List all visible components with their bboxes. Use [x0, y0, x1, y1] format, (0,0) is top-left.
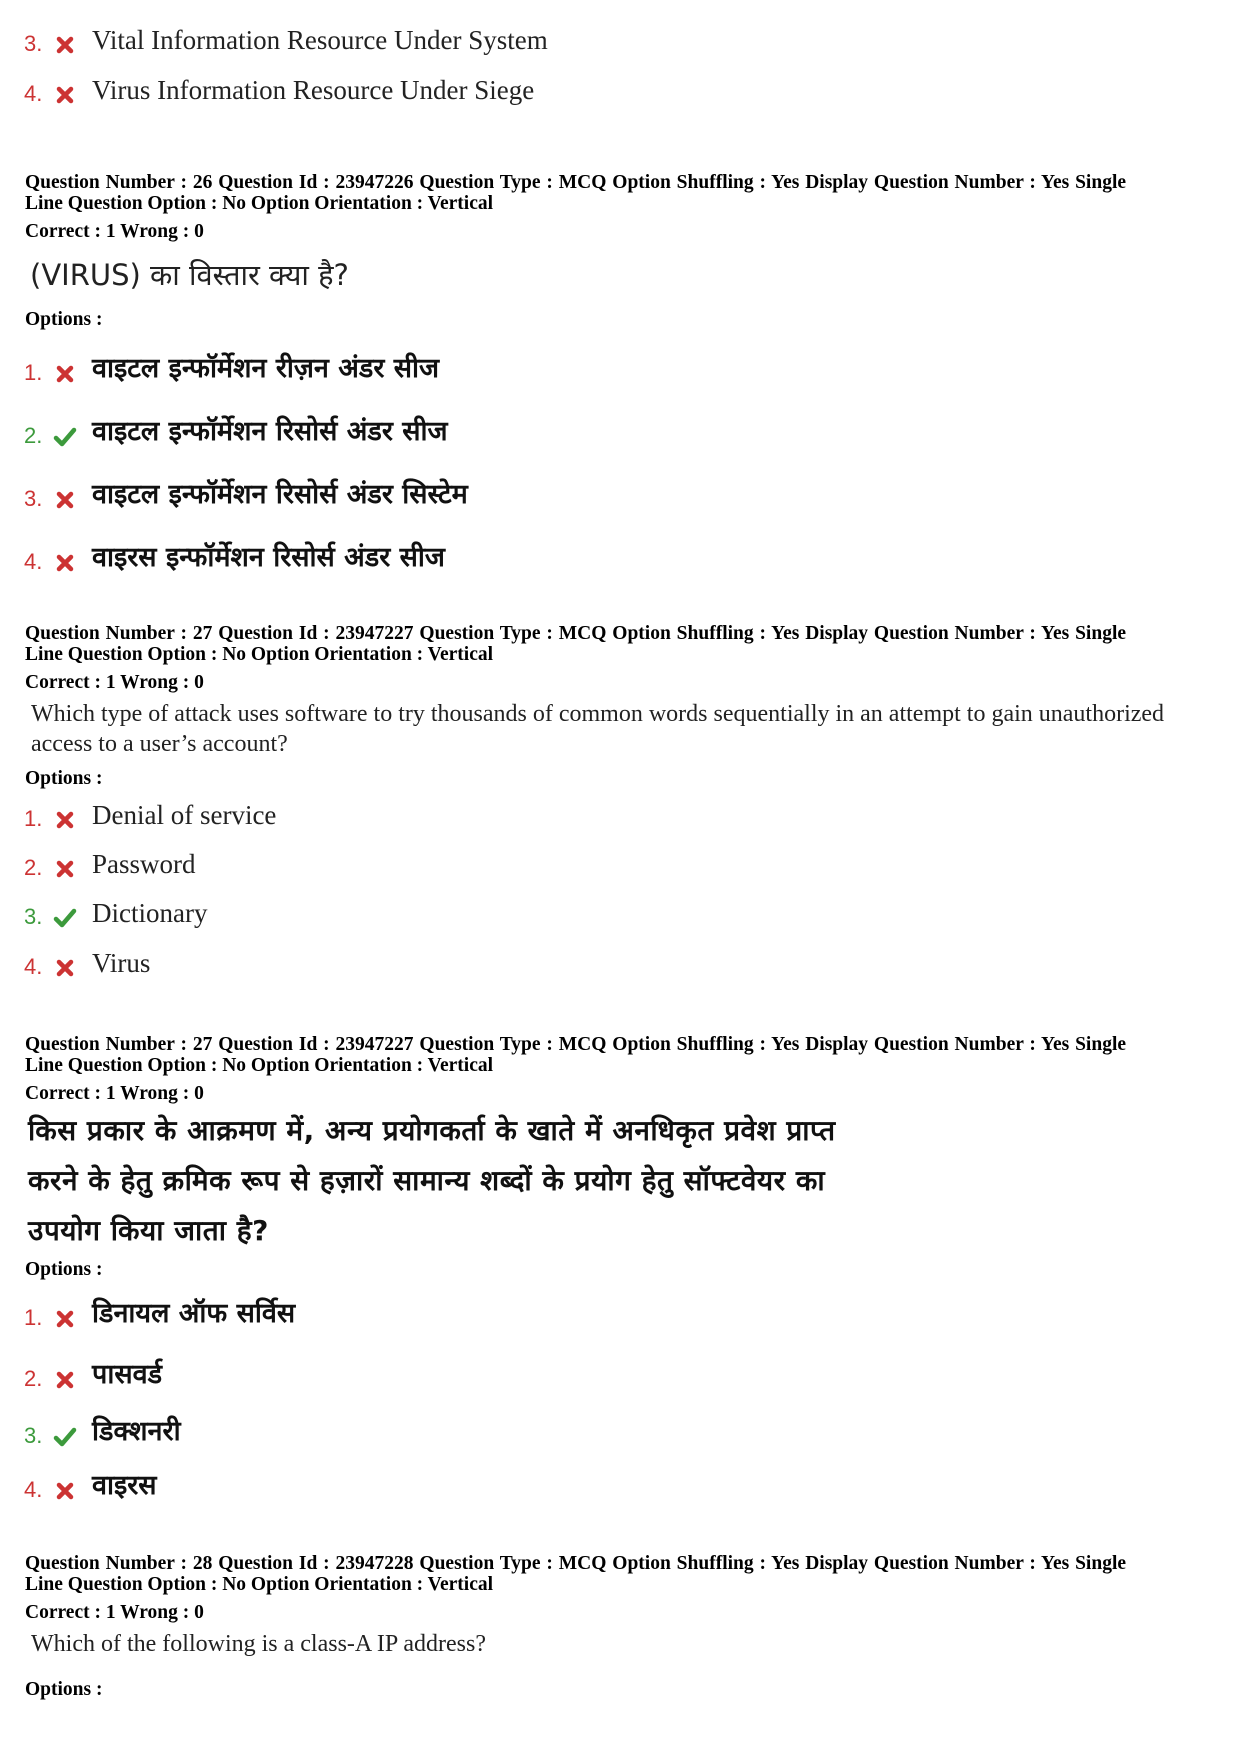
option-text: पासवर्ड [92, 1359, 163, 1390]
option-text: वाइरस [92, 1470, 157, 1501]
correct-check-icon [53, 425, 77, 449]
options-label: Options : [25, 1259, 103, 1280]
wrong-cross-icon [53, 1368, 77, 1392]
question-meta [25, 623, 1215, 665]
option-row [24, 944, 1124, 984]
correct-check-icon [53, 1425, 77, 1449]
question-text-line: करने के हेतु क्रमिक रूप से हज़ारों सामान्य शब्दों के प्रयोग हेतु सॉफ्टवेयर का [28, 1164, 826, 1197]
option-text: वाइरस इन्फॉर्मेशन रिसोर्स अंडर सीज [92, 542, 445, 573]
option-row [24, 894, 1124, 934]
wrong-cross-icon [53, 83, 77, 107]
question-text-line: किस प्रकार के आक्रमण में, अन्य प्रयोगकर्ता के खाते में अनधिकृत प्रवेश प्राप्त [28, 1114, 836, 1147]
option-number: 1. [24, 806, 43, 831]
question-meta-line: Question Number : 27 Question Id : 23947227 Question Type : MCQ Option Shuffling : Yes Display Question Number : Yes Single [25, 623, 1127, 644]
option-text: वाइटल इन्फॉर्मेशन रिसोर्स अंडर सिस्टेम [92, 479, 468, 510]
option-number: 4. [24, 81, 43, 106]
option-text: Denial of service [92, 800, 277, 830]
option-text: Virus Information Resource Under Siege [92, 75, 535, 105]
option-row [24, 1413, 1124, 1453]
wrong-cross-icon [53, 808, 77, 832]
option-number: 3. [24, 1423, 43, 1448]
option-row [24, 71, 1124, 111]
option-row [24, 796, 1124, 836]
option-text: Password [92, 849, 196, 879]
wrong-cross-icon [53, 33, 77, 57]
question-meta-line: Line Question Option : No Option Orientation : Vertical [25, 644, 494, 665]
option-text: वाइटल इन्फॉर्मेशन रीज़न अंडर सीज [92, 353, 440, 384]
option-row [24, 1356, 1124, 1396]
marking-scheme: Correct : 1 Wrong : 0 [25, 221, 204, 242]
question-meta-line: Line Question Option : No Option Orientation : Vertical [25, 1574, 494, 1595]
option-number: 3. [24, 904, 43, 929]
option-text: डिनायल ऑफ सर्विस [92, 1298, 296, 1329]
question-text-line: Which type of attack uses software to try thousands of common words sequentially in an attempt to gain unauthorized [31, 701, 1165, 727]
question-text [28, 1106, 836, 1256]
option-number: 2. [24, 423, 43, 448]
question-text [31, 699, 1164, 759]
wrong-cross-icon [53, 1479, 77, 1503]
question-meta [25, 1034, 1215, 1076]
correct-check-icon [53, 906, 77, 930]
wrong-cross-icon [53, 857, 77, 881]
options-label: Options : [25, 309, 103, 330]
option-number: 4. [24, 954, 43, 979]
wrong-cross-icon [53, 956, 77, 980]
question-text-line: उपयोग किया जाता है? [28, 1214, 269, 1247]
option-number: 4. [24, 549, 43, 574]
option-text: डिक्शनरी [92, 1416, 181, 1447]
options-label: Options : [25, 768, 103, 789]
question-text-line: access to a user’s account? [31, 731, 288, 757]
option-row [24, 1295, 1124, 1335]
question-meta-line: Line Question Option : No Option Orientation : Vertical [25, 1055, 494, 1076]
option-row [24, 539, 1124, 579]
question-meta-line: Question Number : 26 Question Id : 23947226 Question Type : MCQ Option Shuffling : Yes Display Question Number : Yes Single [25, 172, 1127, 193]
option-text: Vital Information Resource Under System [92, 25, 548, 55]
marking-scheme: Correct : 1 Wrong : 0 [25, 672, 204, 693]
wrong-cross-icon [53, 488, 77, 512]
wrong-cross-icon [53, 362, 77, 386]
option-row [24, 845, 1124, 885]
wrong-cross-icon [53, 551, 77, 575]
wrong-cross-icon [53, 1307, 77, 1331]
question-meta-line: Question Number : 28 Question Id : 23947228 Question Type : MCQ Option Shuffling : Yes Display Question Number : Yes Single [25, 1553, 1127, 1574]
question-meta-line: Line Question Option : No Option Orientation : Vertical [25, 193, 494, 214]
marking-scheme: Correct : 1 Wrong : 0 [25, 1083, 204, 1104]
question-meta [25, 1553, 1215, 1595]
option-text: वाइटल इन्फॉर्मेशन रिसोर्स अंडर सीज [92, 416, 448, 447]
option-row [24, 413, 1124, 453]
question-meta-line: Question Number : 27 Question Id : 23947227 Question Type : MCQ Option Shuffling : Yes Display Question Number : Yes Single [25, 1034, 1127, 1055]
option-row [24, 476, 1124, 516]
option-number: 2. [24, 1366, 43, 1391]
option-number: 2. [24, 855, 43, 880]
option-row [24, 1467, 1124, 1507]
option-number: 1. [24, 360, 43, 385]
question-meta [25, 172, 1215, 214]
question-text: (VIRUS) का विस्तार क्या है? [30, 258, 349, 292]
option-number: 3. [24, 486, 43, 511]
option-row [24, 21, 1124, 61]
options-label: Options : [25, 1679, 103, 1700]
marking-scheme: Correct : 1 Wrong : 0 [25, 1602, 204, 1623]
option-number: 3. [24, 31, 43, 56]
option-text: Dictionary [92, 898, 208, 928]
option-row [24, 350, 1124, 390]
option-number: 1. [24, 1305, 43, 1330]
question-text: Which of the following is a class-A IP address? [31, 1631, 487, 1657]
option-text: Virus [92, 948, 151, 978]
option-number: 4. [24, 1477, 43, 1502]
